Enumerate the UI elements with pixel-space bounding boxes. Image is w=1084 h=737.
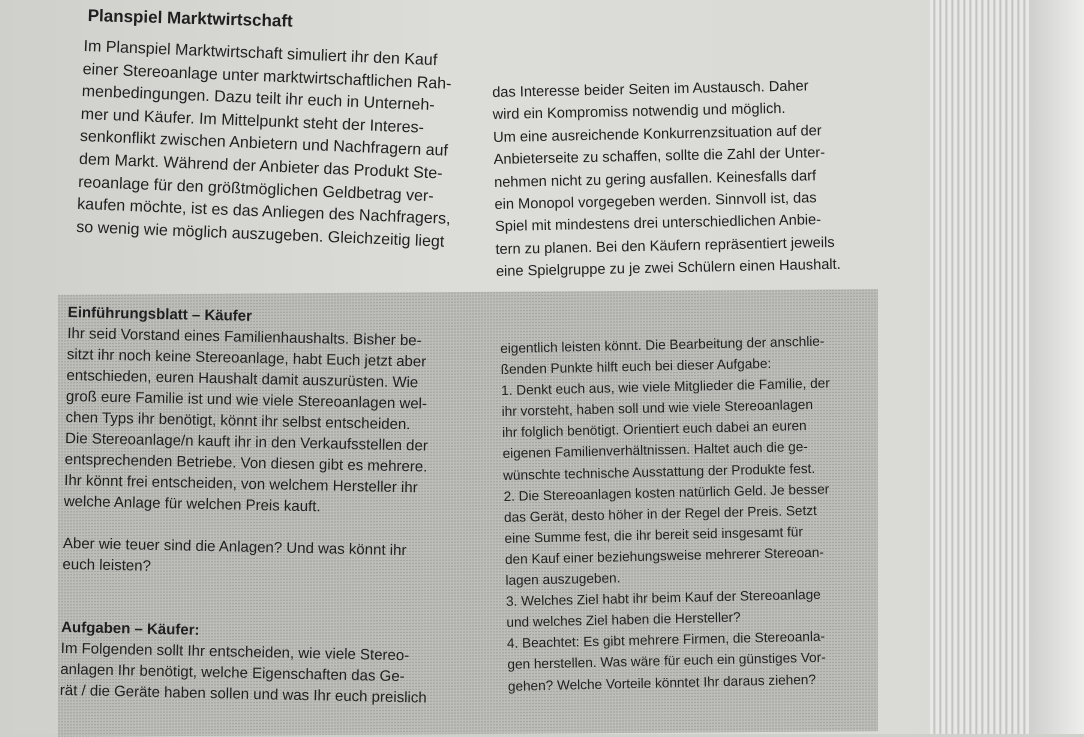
text-line: gehen? Welche Vorteile könntet Ihr daraus ziehen? [507, 671, 817, 694]
text-line: anlagen Ihr benötigt, welche Eigenschaften das Ge- [60, 660, 405, 686]
text-line: menbedingungen. Dazu teilt ihr euch in Unterneh- [81, 83, 435, 115]
text-line: eine Summe fest, die ihr bereit seid insgesamt für [504, 524, 804, 546]
list-item: 1. Denkt euch aus, wie viele Mitglieder die Familie, der [501, 375, 830, 399]
text-line: dem Markt. Während der Anbieter das Produkt Ste- [78, 150, 443, 183]
tasks-heading: Aufgaben – Käufer: [61, 618, 200, 639]
text-line: rät / die Geräte haben sollen und was Ihr euch preislich [59, 681, 427, 707]
page-title: Planspiel Marktwirtschaft [87, 6, 293, 31]
text-line: den Kauf einer beziehungsweise mehrerer Stereoan- [504, 544, 825, 567]
text-line: Ihr könnt frei entscheiden, von welchem Hersteller ihr [64, 471, 418, 497]
text-line: wird ein Kompromiss notwendig und möglich. [492, 101, 786, 124]
text-line: das Gerät, desto höher in der Regel der Preis. Setzt [503, 502, 817, 525]
text-line: eigentlich leisten könnt. Die Bearbeitung der anschlie- [500, 333, 825, 356]
text-line: einer Stereoanlage unter marktwirtschaftlichen Rah- [82, 60, 452, 93]
text-line: ein Monopol vorgegeben werden. Sinnvoll ist, das [494, 190, 817, 213]
page-edge [1030, 0, 1084, 734]
box-heading: Einführungsblatt – Käufer [67, 303, 253, 325]
list-item: 4. Beachtet: Es gibt mehrere Firmen, die Stereoanla- [506, 629, 826, 652]
text-line: nehmen nicht zu gering ausfallen. Keinesfalls darf [493, 167, 817, 191]
intro-right-column [492, 75, 841, 284]
intro-left-column [76, 36, 457, 254]
text-line: Spiel mit mindestens drei unterschiedlichen Anbie- [494, 212, 822, 236]
text-line: mer und Käufer. Im Mittelpunkt steht der Interes- [80, 105, 425, 137]
text-line: Anbieterseite zu schaffen, sollte die Zahl der Unter- [493, 145, 826, 169]
text-line: chen Typs ihr benötigt, könnt ihr selbst entscheiden. [65, 408, 411, 434]
box-left-column [60, 302, 435, 709]
text-line: das Interesse beider Seiten im Austausch. Daher [492, 78, 809, 101]
text-line: senkonflikt zwischen Anbietern und Nachfragern auf [79, 128, 449, 161]
text-line: tern zu planen. Bei den Käufern repräsentiert jeweils [495, 234, 835, 258]
text-line: reoanlage für den größtmöglichen Geldbetrag ver- [77, 173, 434, 205]
text-line: entschieden, euren Haushalt damit auszurüsten. Wie [66, 366, 419, 392]
text-line: Aber wie teuer sind die Anlagen? Und was könnt ihr [62, 534, 407, 560]
text-line: groß eure Familie ist und wie viele Stereoanlagen wel- [65, 387, 428, 413]
text-line: Im Planspiel Marktwirtschaft simuliert ihr den Kauf [83, 37, 438, 70]
text-line: gen herstellen. Was wäre für euch ein günstiges Vor- [507, 650, 826, 673]
text-line: Ihr seid Vorstand eines Familienhaushalts. Bisher be- [67, 324, 422, 350]
text-line: ßenden Punkte hilft euch bei dieser Aufgabe: [500, 355, 772, 378]
list-item: 2. Die Stereoanlagen kosten natürlich Geld. Je besser [503, 481, 830, 504]
text-line: lagen auszugeben. [505, 570, 621, 588]
box-right-column [500, 331, 837, 697]
text-line: ihr vorsteht, haben soll und wie viele Stereoanlagen [501, 397, 814, 420]
text-line: und welches Ziel haben die Hersteller? [506, 609, 741, 631]
text-line: entsprechenden Betriebe. Von diesen gibt es mehrere. [64, 450, 428, 476]
text-line: Um eine ausreichende Konkurrenzsituation auf der [493, 122, 822, 146]
text-line: kaufen möchte, ist es das Anliegen des Nachfragers, [76, 196, 451, 229]
text-line: sitzt ihr noch keine Stereoanlage, habt Euch jetzt aber [66, 345, 427, 371]
text-line: eine Spielgruppe zu je zwei Schülern einen Haushalt. [495, 256, 841, 281]
text-line: so wenig wie möglich auszugeben. Gleichzeitig liegt [75, 218, 445, 251]
text-line: Im Folgenden sollt Ihr entscheiden, wie viele Stereo- [60, 639, 410, 665]
text-line: welche Anlage für welchen Preis kauft. [63, 492, 321, 516]
text-line: eigenen Familienverhältnissen. Haltet auch die ge- [502, 439, 809, 462]
text-line: euch leisten? [62, 555, 152, 575]
list-item: 3. Welches Ziel habt ihr beim Kauf der Stereoanlage [505, 586, 821, 610]
text-line: ihr folglich benötigt. Orientiert euch dabei an euren [501, 418, 807, 441]
text-line: Die Stereoanlage/n kauft ihr in den Verkaufsstellen der [64, 429, 428, 455]
text-line: wünschte technische Ausstattung der Produkte fest. [502, 460, 816, 483]
